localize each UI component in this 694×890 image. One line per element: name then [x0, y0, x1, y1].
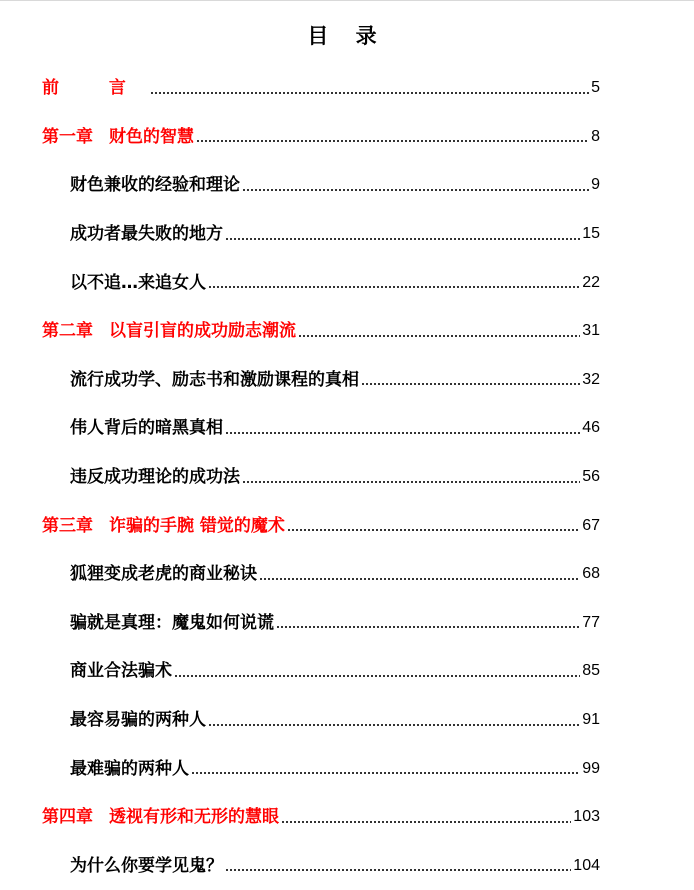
toc-page-number: 67	[582, 515, 600, 537]
toc-entry-title-text: 违反成功理论的成功法	[70, 467, 240, 487]
toc-page-number: 56	[582, 466, 600, 488]
toc-entry-title-text: 流行成功学、励志书和激励课程的真相	[70, 370, 359, 390]
dot-leader	[174, 675, 580, 677]
dot-leader	[259, 578, 580, 580]
toc-entry-title	[42, 320, 296, 342]
dot-leader	[191, 772, 580, 774]
toc-page-number: 15	[582, 223, 600, 245]
toc-entry-title	[70, 369, 359, 391]
toc-entry-title-text: 骗就是真理：魔鬼如何说谎	[70, 613, 274, 633]
page-title: 目 录	[0, 20, 694, 52]
toc-entry-title	[70, 417, 223, 439]
dot-leader	[281, 821, 571, 823]
toc-entry-title	[42, 77, 148, 99]
toc-page-number: 9	[591, 174, 600, 196]
toc-chapter-entry[interactable]	[0, 793, 694, 842]
toc-entry-title-text: 最容易骗的两种人	[70, 710, 206, 730]
toc-section-entry[interactable]	[0, 356, 694, 405]
toc-entry-title-text: 财色的智慧	[109, 127, 194, 147]
toc-entry-title	[70, 174, 240, 196]
toc-entry-title	[70, 855, 223, 877]
dot-leader	[208, 724, 580, 726]
toc-entry-title	[70, 563, 257, 585]
toc-chapter-number: 第二章	[42, 321, 93, 341]
toc-page-number: 103	[573, 806, 600, 828]
toc-entry-title	[42, 806, 279, 828]
toc-section-entry[interactable]	[0, 404, 694, 453]
toc-entry-title-text: 财色兼收的经验和理论	[70, 175, 240, 195]
toc-section-entry[interactable]	[0, 210, 694, 259]
toc-chapter-entry[interactable]	[0, 501, 694, 550]
dot-leader	[225, 238, 580, 240]
toc-section-entry[interactable]	[0, 647, 694, 696]
dot-leader	[242, 189, 589, 191]
toc-entry-title-text: 伟人背后的暗黑真相	[70, 418, 223, 438]
dot-leader	[225, 432, 580, 434]
toc-entry-title-text: 前 言	[42, 78, 148, 98]
toc-entry-title-text: 狐狸变成老虎的商业秘诀	[70, 564, 257, 584]
toc-section-entry[interactable]	[0, 842, 694, 890]
toc-entry-title-text: 以盲引盲的成功励志潮流	[109, 321, 296, 341]
toc-section-entry[interactable]	[0, 696, 694, 745]
toc-section-entry[interactable]	[0, 258, 694, 307]
toc-entry-title	[42, 515, 285, 537]
toc-entry-title	[70, 758, 189, 780]
table-of-contents	[0, 64, 694, 890]
toc-entry-title-text: 诈骗的手腕 错觉的魔术	[109, 516, 285, 536]
toc-page-number: 8	[591, 126, 600, 148]
toc-chapter-number: 第三章	[42, 516, 93, 536]
toc-chapter-entry[interactable]	[0, 113, 694, 162]
toc-chapter-entry[interactable]	[0, 64, 694, 113]
dot-leader	[196, 140, 589, 142]
toc-chapter-number: 第四章	[42, 807, 93, 827]
dot-leader	[298, 335, 580, 337]
toc-entry-title-text: 最难骗的两种人	[70, 759, 189, 779]
toc-entry-title	[70, 612, 274, 634]
toc-chapter-number: 第一章	[42, 127, 93, 147]
toc-page-number: 85	[582, 660, 600, 682]
dot-leader	[225, 869, 571, 871]
toc-entry-title-text: 商业合法骗术	[70, 661, 172, 681]
toc-page-number: 32	[582, 369, 600, 391]
dot-leader	[208, 286, 580, 288]
toc-section-entry[interactable]	[0, 744, 694, 793]
toc-page-number: 68	[582, 563, 600, 585]
toc-chapter-entry[interactable]	[0, 307, 694, 356]
toc-page-number: 99	[582, 758, 600, 780]
dot-leader	[361, 383, 580, 385]
toc-page-number: 91	[582, 709, 600, 731]
toc-entry-title-text: 透视有形和无形的慧眼	[109, 807, 279, 827]
toc-entry-title-text: 为什么你要学见鬼？	[70, 856, 223, 876]
toc-entry-title	[70, 466, 240, 488]
toc-entry-title	[70, 272, 206, 294]
toc-section-entry[interactable]	[0, 599, 694, 648]
toc-page-number: 5	[591, 77, 600, 99]
toc-page-number: 77	[582, 612, 600, 634]
toc-section-entry[interactable]	[0, 161, 694, 210]
toc-entry-title	[70, 709, 206, 731]
dot-leader	[287, 529, 580, 531]
toc-section-entry[interactable]	[0, 453, 694, 502]
dot-leader	[242, 481, 580, 483]
toc-entry-title	[42, 126, 194, 148]
dot-leader	[150, 92, 589, 94]
toc-entry-title-text: 以不追…来追女人	[70, 273, 206, 293]
toc-entry-title-text: 成功者最失败的地方	[70, 224, 223, 244]
toc-entry-title	[70, 660, 172, 682]
toc-section-entry[interactable]	[0, 550, 694, 599]
toc-page-number: 22	[582, 272, 600, 294]
toc-page-number: 46	[582, 417, 600, 439]
toc-entry-title	[70, 223, 223, 245]
toc-page-number: 104	[573, 855, 600, 877]
toc-page-number: 31	[582, 320, 600, 342]
page-top-rule	[0, 0, 694, 1]
dot-leader	[276, 626, 580, 628]
